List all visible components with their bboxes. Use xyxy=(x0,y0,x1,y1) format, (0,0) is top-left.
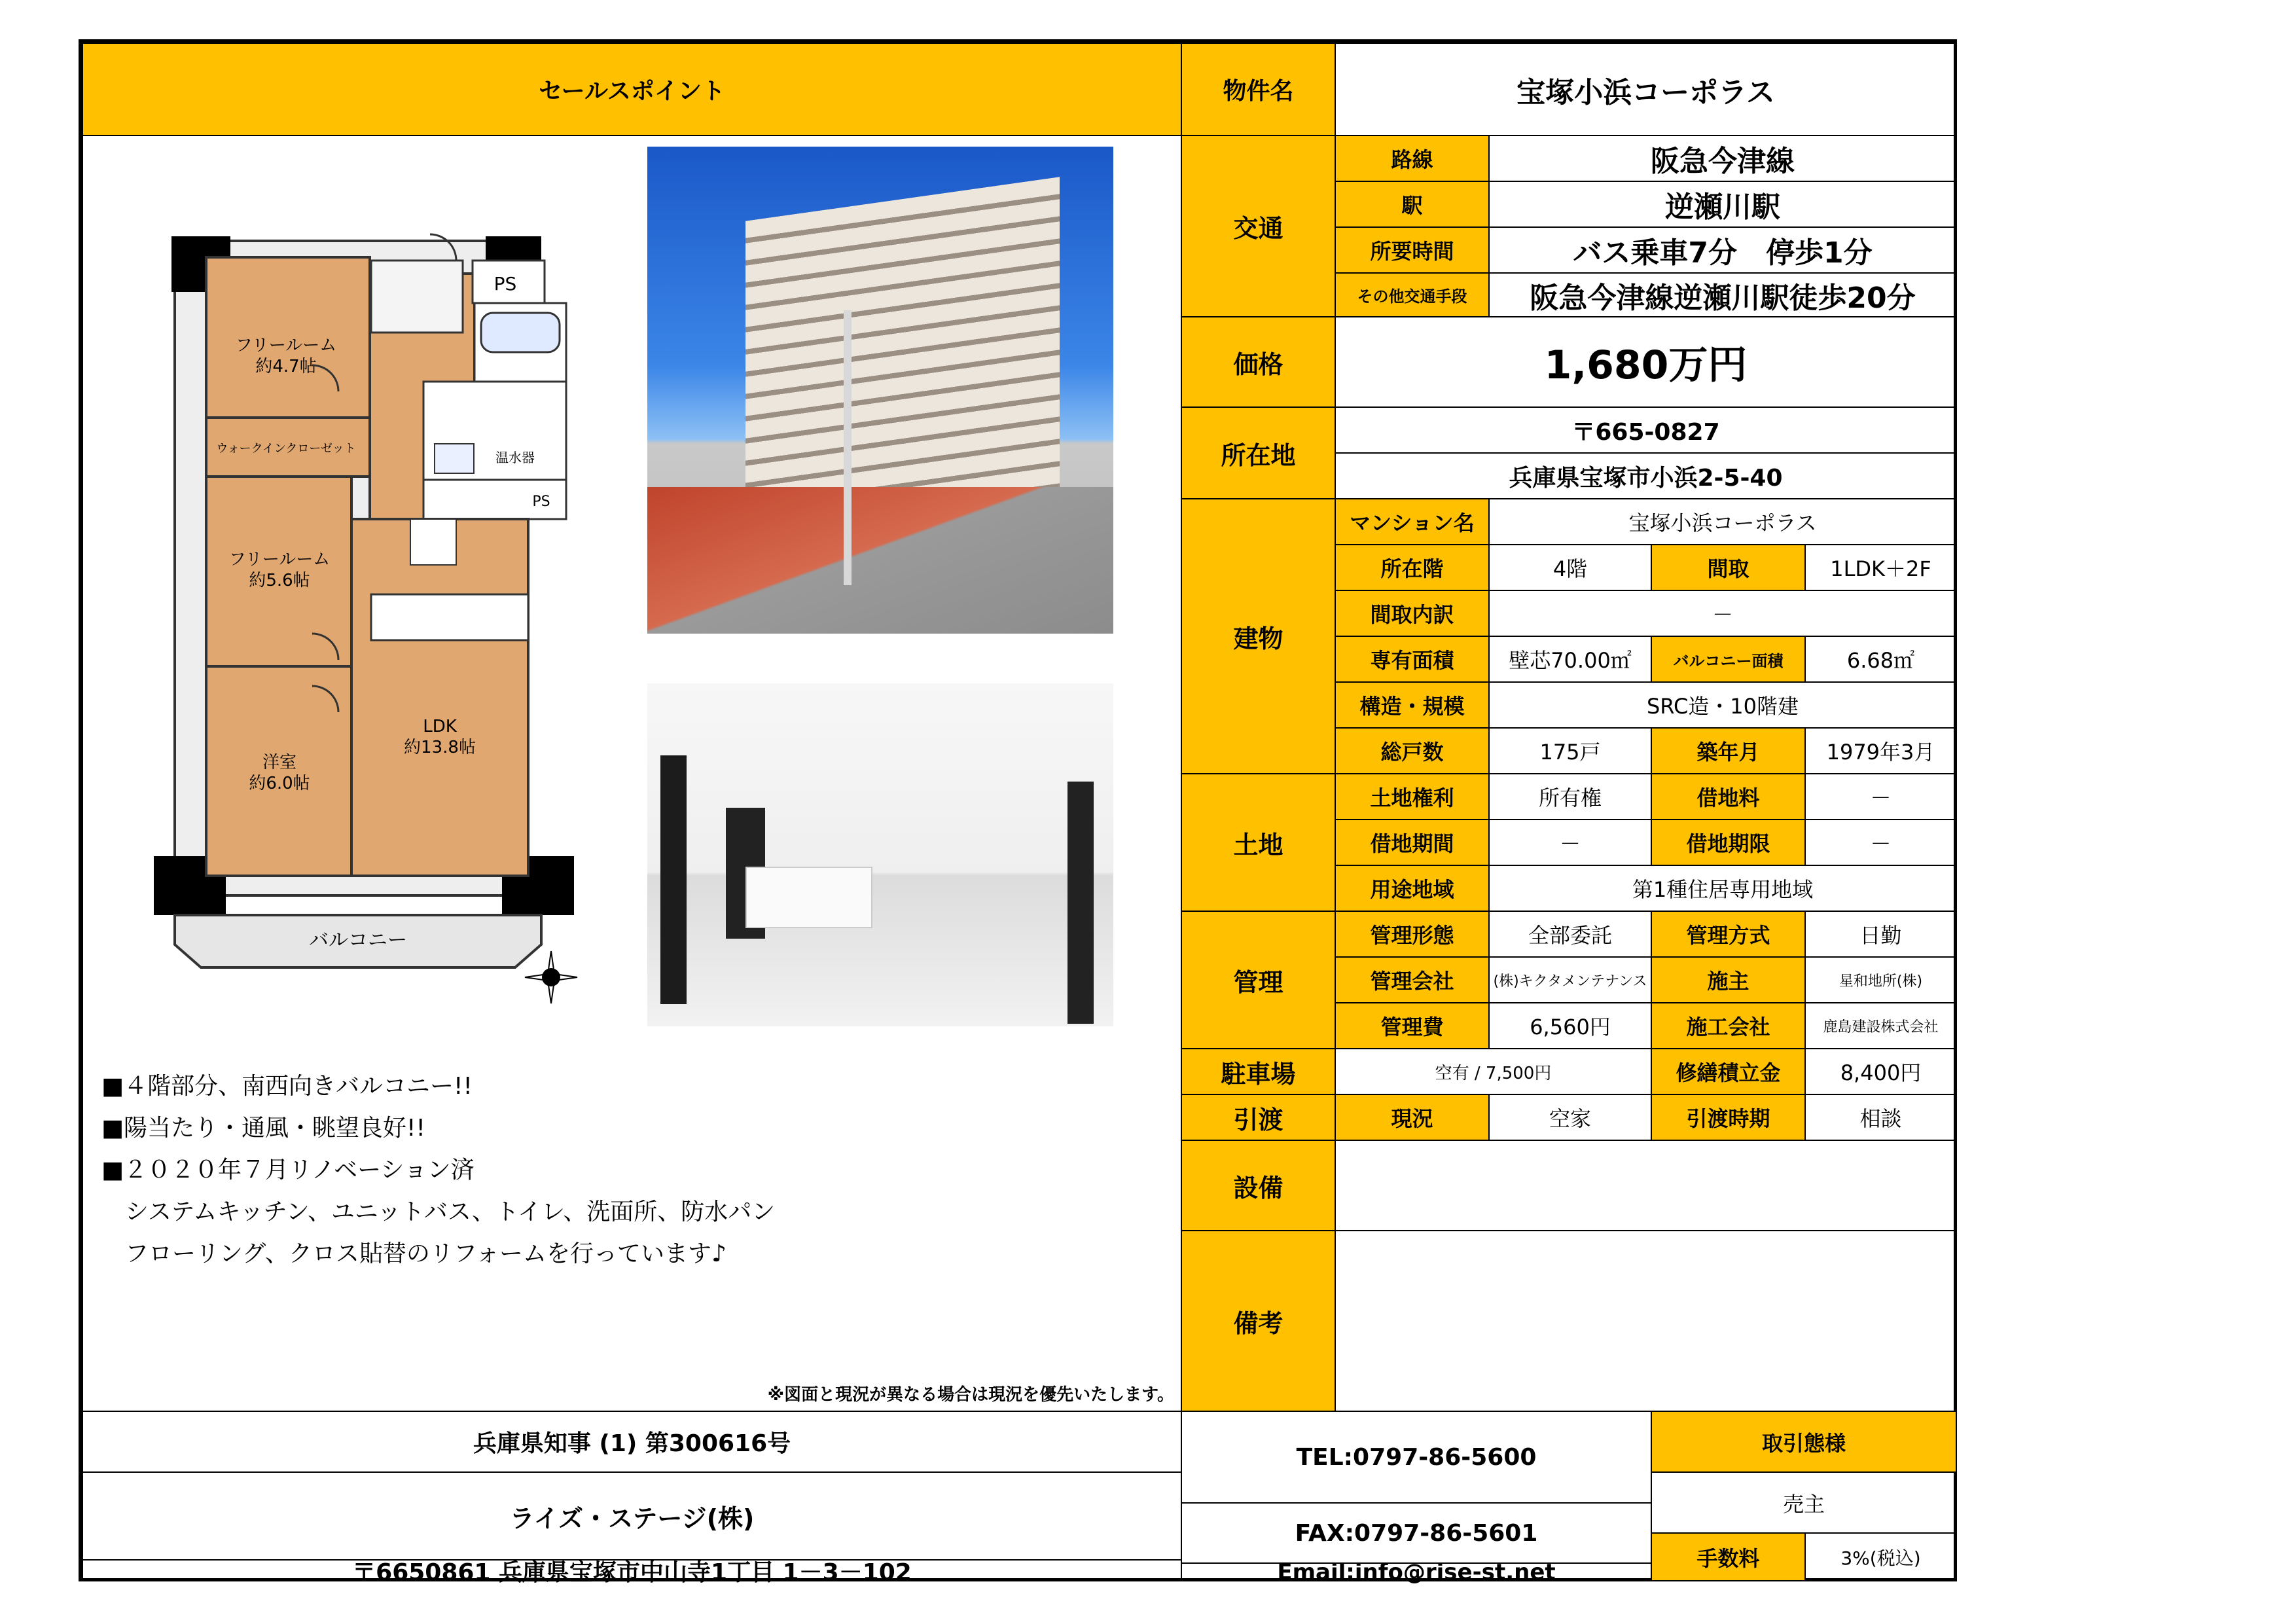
company-name: ライズ・ステージ(株) xyxy=(82,1471,1182,1561)
fax-number: FAX:0797-86-5601 xyxy=(1181,1502,1652,1564)
land-rent-value: － xyxy=(1804,773,1957,820)
mgmt-method-value: 日勤 xyxy=(1804,911,1957,958)
label-deal-type: 取引態様 xyxy=(1651,1411,1957,1473)
label-contractor: 施工会社 xyxy=(1651,1002,1806,1049)
property-name: 宝塚小浜コーポラス xyxy=(1335,43,1957,136)
label-structure: 構造・規模 xyxy=(1335,681,1490,729)
repair-fund-value: 8,400円 xyxy=(1804,1048,1957,1095)
time-value: バス乗車7分 停歩1分 xyxy=(1488,226,1957,274)
label-handover: 引渡 xyxy=(1181,1094,1336,1141)
label-lease-limit: 借地期限 xyxy=(1651,819,1806,866)
line-value: 阪急今津線 xyxy=(1488,135,1957,182)
units-value: 175戸 xyxy=(1488,727,1652,774)
disclaimer-note: ※図面と現況が異なる場合は現況を優先いたします。 xyxy=(767,1385,1174,1405)
price-value: 1,680万円 xyxy=(1335,316,1957,408)
interior-photo xyxy=(647,683,1113,1026)
label-built: 築年月 xyxy=(1651,727,1806,774)
address-value: 兵庫県宝塚市小浜2-5-40 xyxy=(1335,452,1957,499)
label-layout: 間取 xyxy=(1651,544,1806,591)
email-address: Email:info@rise-st.net xyxy=(1181,1562,1652,1581)
label-current: 現況 xyxy=(1335,1094,1490,1141)
free-room-2-size: 約5.6帖 xyxy=(249,571,310,590)
remarks-value xyxy=(1335,1230,1957,1412)
tel-number: TEL:0797-86-5600 xyxy=(1181,1411,1652,1504)
sales-point-5: フローリング、クロス貼替のリフォームを行っています♪ xyxy=(101,1240,727,1267)
ps-label-1: PS xyxy=(493,273,517,295)
label-layout-detail: 間取内訳 xyxy=(1335,590,1490,637)
station-value: 逆瀬川駅 xyxy=(1488,181,1957,228)
structure-value: SRC造・10階建 xyxy=(1488,681,1957,729)
label-lease-period: 借地期間 xyxy=(1335,819,1490,866)
sales-point-3: ■２０２０年７月リノベーション済 xyxy=(101,1157,475,1183)
balcony-label: バルコニー xyxy=(309,929,407,952)
label-address: 所在地 xyxy=(1181,406,1336,499)
zoning-value: 第1種住居専用地域 xyxy=(1488,865,1957,912)
label-management: 管理 xyxy=(1181,911,1336,1049)
building-exterior-photo xyxy=(647,147,1113,634)
label-mgmt-company: 管理会社 xyxy=(1335,956,1490,1003)
layout-detail-value: － xyxy=(1488,590,1957,637)
label-handover-time: 引渡時期 xyxy=(1651,1094,1806,1141)
label-line: 路線 xyxy=(1335,135,1490,182)
wic-label: ウォークインクローゼット xyxy=(216,442,356,456)
lease-period-value: － xyxy=(1488,819,1652,866)
property-sheet xyxy=(79,39,1957,1586)
label-time: 所要時間 xyxy=(1335,226,1490,274)
label-units: 総戸数 xyxy=(1335,727,1490,774)
parking-value: 空有 / 7,500円 xyxy=(1335,1048,1652,1095)
ps-label-2: PS xyxy=(532,494,550,510)
label-land-rent: 借地料 xyxy=(1651,773,1806,820)
label-mgmt-fee: 管理費 xyxy=(1335,1002,1490,1049)
label-transport: 交通 xyxy=(1181,135,1336,317)
label-commission: 手数料 xyxy=(1651,1532,1806,1581)
free-room-2-label: フリールーム xyxy=(228,550,331,569)
seller-builder-value: 星和地所(株) xyxy=(1804,956,1957,1003)
label-floor: 所在階 xyxy=(1335,544,1490,591)
built-value: 1979年3月 xyxy=(1804,727,1957,774)
label-repair-fund: 修繕積立金 xyxy=(1651,1048,1806,1095)
mgmt-fee-value: 6,560円 xyxy=(1488,1002,1652,1049)
free-room-1-size: 約4.7帖 xyxy=(255,357,317,376)
contractor-value: 鹿島建設株式会社 xyxy=(1804,1002,1957,1049)
label-zoning: 用途地域 xyxy=(1335,865,1490,912)
heater-label: 温水器 xyxy=(495,450,535,465)
ldk-size: 約13.8帖 xyxy=(404,738,476,757)
label-parking: 駐車場 xyxy=(1181,1048,1336,1095)
deal-type-value: 売主 xyxy=(1651,1471,1957,1534)
label-other-transport: その他交通手段 xyxy=(1335,272,1490,317)
equipment-value xyxy=(1335,1140,1957,1231)
land-right-value: 所有権 xyxy=(1488,773,1652,820)
mgmt-company-value: (株)キクタメンテナンス xyxy=(1488,956,1652,1003)
label-seller-builder: 施主 xyxy=(1651,956,1806,1003)
sales-point-2: ■陽当たり・通風・眺望良好!! xyxy=(101,1115,425,1142)
sales-point-1: ■４階部分、南西向きバルコニー!! xyxy=(101,1073,473,1100)
ldk-label: LDK xyxy=(423,717,457,736)
western-room-label: 洋室 xyxy=(262,753,297,772)
western-room-size: 約6.0帖 xyxy=(249,774,310,793)
label-property-name: 物件名 xyxy=(1181,43,1336,136)
label-remarks: 備考 xyxy=(1181,1230,1336,1412)
sales-point-4: システムキッチン、ユニットバス、トイレ、洗面所、防水パン xyxy=(101,1199,776,1225)
sales-point-header: セールスポイント xyxy=(82,43,1182,136)
lease-limit-value: － xyxy=(1804,819,1957,866)
license-number: 兵庫県知事 (1) 第300616号 xyxy=(82,1411,1182,1473)
current-value: 空家 xyxy=(1488,1094,1652,1141)
compass-icon xyxy=(522,948,581,1007)
other-transport-value: 阪急今津線逆瀬川駅徒歩20分 xyxy=(1488,272,1957,317)
sales-content xyxy=(82,135,1182,1412)
label-land-right: 土地権利 xyxy=(1335,773,1490,820)
label-balcony-area: バルコニー面積 xyxy=(1651,636,1806,683)
label-mgmt-form: 管理形態 xyxy=(1335,911,1490,958)
postal-code: 〒665-0827 xyxy=(1335,406,1957,454)
commission-value: 3%(税込) xyxy=(1804,1532,1957,1581)
mgmt-form-value: 全部委託 xyxy=(1488,911,1652,958)
floor-plan xyxy=(149,175,620,974)
mansion-name-value: 宝塚小浜コーポラス xyxy=(1488,498,1957,545)
layout-value: 1LDK＋2F xyxy=(1804,544,1957,591)
company-address: 〒6650861 兵庫県宝塚市中山寺1丁目 1－3－102 xyxy=(82,1559,1182,1581)
floor-value: 4階 xyxy=(1488,544,1652,591)
label-area: 専有面積 xyxy=(1335,636,1490,683)
label-mgmt-method: 管理方式 xyxy=(1651,911,1806,958)
free-room-1-label: フリールーム xyxy=(235,336,337,355)
balcony-area-value: 6.68㎡ xyxy=(1804,636,1957,683)
label-price: 価格 xyxy=(1181,316,1336,408)
label-building: 建物 xyxy=(1181,498,1336,774)
label-land: 土地 xyxy=(1181,773,1336,912)
handover-time-value: 相談 xyxy=(1804,1094,1957,1141)
label-equipment: 設備 xyxy=(1181,1140,1336,1231)
label-mansion-name: マンション名 xyxy=(1335,498,1490,545)
label-station: 駅 xyxy=(1335,181,1490,228)
area-value: 壁芯70.00㎡ xyxy=(1488,636,1652,683)
